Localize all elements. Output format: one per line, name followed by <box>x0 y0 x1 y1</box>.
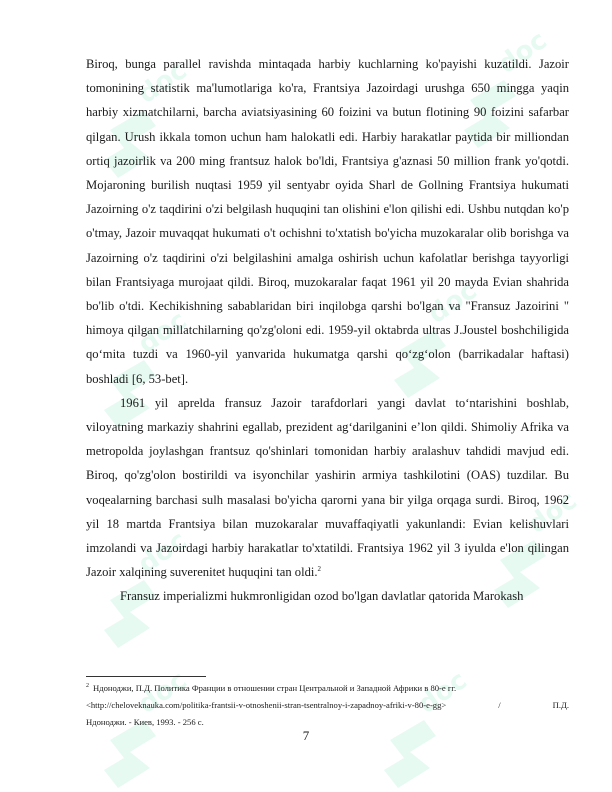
page-number: 7 <box>302 728 310 743</box>
footnote-divider <box>86 676 206 677</box>
footnote-author-short: П.Д. <box>552 700 569 710</box>
footnote-text: Ндоноджи, П.Д. Политика Франции в отношении стран Центральной и Западной Африки в 80-е гг. <box>93 683 457 693</box>
footnote <box>86 680 569 731</box>
footnote-line-2 <box>86 697 569 714</box>
footnote-number: 2 <box>86 683 89 690</box>
paragraph-2 <box>86 391 569 585</box>
paragraph-2-text: 1961 yil aprelda fransuz Jazoir tarafdorlari yangi davlat to‘ntarishini boshlab, viloyatning markaziy shahrini egallab, prezident ag‘darilganini e’lon qildi. Shimoliy Afrika va metropolda joylashgan frantsuz qo'shinlari tomonidan harbiy aralashuv tahdidi mavjud edi. Biroq, qo'zg'olon bostirildi va isyonchilar yashirin armiya tashkilotini (OAS) tuzdilar. Bu voqealarning barchasi sulh masalasi bo'yicha qarorni yana bir yilga orqaga surdi. Biroq, 1962 yil 18 martda Frantsiya bilan muzokaralar muvaffaqiyatli yakunlandi: Evian kelishuvlari imzolandi va Jazoirdagi harbiy harakatlar to'xtatildi. Frantsiya 1962 yil 3 iyulda e'lon qilingan Jazoir xalqining suverenitet huquqini tan oldi. <box>86 395 569 580</box>
footnote-line-1 <box>86 680 569 697</box>
footnote-reference[interactable]: 2 <box>317 565 322 574</box>
footnote-line-3: Ндоноджи. - Киев, 1993. - 256 с. <box>86 717 204 727</box>
paragraph-3: Fransuz imperializmi hukmronligidan ozod bo'lgan davlatlar qatorida Marokash <box>120 589 524 604</box>
paragraph-1: Biroq, bunga parallel ravishda mintaqada harbiy kuchlarning ko'payishi kuzatildi. Jazoir tomonining statistik ma'lumotlariga ko'ra, Frantsiya Jazoirdagi urushga 650 mingga yaqin harbiy xizmatchilarni, barcha aviatsiyasining 60 foizini va butun flotining 90 foizini safarbar qilgan. Urush ikkala tomon uchun ham halokatli edi. Harbiy harakatlar paytida bir milliondan ortiq jazoirlik va 200 ming frantsuz halok bo'ldi, Frantsiya g'aznasi 50 million frank yo'qotdi. Mojaroning burilish nuqtasi 1959 yil sentyabr oyida Sharl de Gollning Frantsiya hukumati Jazoirning o'z taqdirini o'zi belgilash huquqini tan olishini e'lon qilishi edi. Ushbu nutqdan ko'p o'tmay, Jazoir muvaqqat hukumati o't ochishni to'xtatish bo'yicha muzokaralar olib borishga va Jazoirning o'z taqdirini o'zi belgilashini amalga oshirish uchun kafolatlar berishga tayyorligi bilan Frantsiyaga murojaat qildi. Biroq, muzokaralar faqat 1961 yil 20 mayda Evian shahrida bo'lib o'tdi. Kechikishning sabablaridan biri inqilobga qarshi bo'lgan va "Fransuz Jazoirini " himoya qilgan millatchilarning qo'zg'oloni edi. 1959-yil oktabrda ultras J.Joustel boshchiligida qo‘mita tuzdi va 1960-yil yanvarida hukumatga qarshi qo‘zg‘olon (barrikadalar haftasi) boshladi [6, 53-bet]. <box>86 57 569 386</box>
footnote-url[interactable]: <http://cheloveknauka.com/politika-frantsii-v-otnoshenii-stran-tsentralnoy-i-zapadnoy-afriki-v-80-e-gg> <box>86 700 447 710</box>
body-text <box>86 52 569 609</box>
footnote-separator: / <box>498 700 501 710</box>
